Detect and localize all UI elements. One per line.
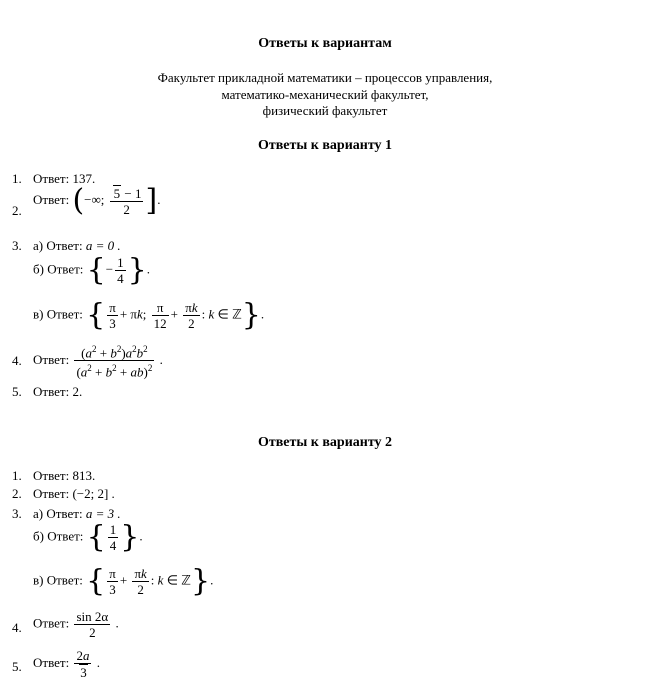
sub-label-a: а) xyxy=(33,238,44,253)
sub-label-b: б) xyxy=(33,261,44,277)
answer-label: Ответ: xyxy=(33,486,70,501)
answer-formula: Ответ: $\frac{(a^2 + b^2)a^2b^2}{(a^2 + b^2 + ab)^2}$ . xyxy=(33,344,163,380)
answer-number: 5. xyxy=(12,659,22,674)
answer-label: Ответ: xyxy=(46,572,83,588)
sub-label-b: б) xyxy=(33,528,44,544)
answer-number: 4. xyxy=(12,620,22,635)
variant1-heading: Ответы к варианту 1 xyxy=(257,138,393,153)
answer-label: Ответ: xyxy=(33,171,70,186)
answer-value: (−2; 2] . xyxy=(72,486,115,501)
answer-label: Ответ: xyxy=(33,384,70,399)
answer-value: 137. xyxy=(72,171,96,186)
answer-number: 5. xyxy=(12,384,22,399)
answer-number: 1. xyxy=(12,171,22,186)
answer-label: Ответ: xyxy=(47,528,84,544)
answer-label: Ответ: xyxy=(33,615,70,631)
variant2-heading: Ответы к варианту 2 xyxy=(257,435,393,450)
answer-label: Ответ: xyxy=(33,468,70,483)
answer-formula: б) Ответ: { $\frac{1}{4}$ }. xyxy=(33,519,143,555)
answer-formula: Ответ: $\frac{\sin 2\alpha}{2}$ . xyxy=(33,609,119,640)
answer-number: 2. xyxy=(12,486,22,501)
answer-number: 1. xyxy=(12,468,22,483)
answer-number: 3. xyxy=(12,506,22,521)
answer-label: Ответ: xyxy=(33,191,70,207)
answer-formula: в) Ответ: { $\frac{\pi}{3}$ + $\frac{\pi k}{2}$ : k ∈ ℤ}. xyxy=(33,563,214,599)
page-title: Ответы к вариантам xyxy=(258,36,392,51)
answer-formula: в) Ответ: { $\frac{\pi}{3}$ + πk; $\frac{\pi}{12}$ + $\frac{\pi k}{2}$ : k ∈ ℤ}. xyxy=(33,297,265,333)
answer-formula: б) Ответ: {− $\frac{1}{4}$ }. xyxy=(33,252,150,288)
answer-value: 2. xyxy=(72,384,83,399)
answer-formula: Ответ: (−∞; $\frac{5 - 1}{2}$ ]. xyxy=(33,183,161,218)
subtitle-line-2: математико-механический факультет, xyxy=(221,87,429,102)
answer-label: Ответ: xyxy=(46,238,83,253)
answer-label: Ответ: xyxy=(47,261,84,277)
answer-value: 813. xyxy=(72,468,96,483)
sub-label-c: в) xyxy=(33,306,44,322)
answer-label: Ответ: xyxy=(46,506,83,521)
answer-label: Ответ: xyxy=(33,351,70,367)
subtitle-line-1: Факультет прикладной математики – процессов управления, xyxy=(157,70,493,85)
sub-label-c: в) xyxy=(33,572,44,588)
answer-label: Ответ: xyxy=(33,654,70,670)
answer-formula: Ответ: $\frac{2a}{3}$ . xyxy=(33,648,100,680)
subtitle-line-3: физический факультет xyxy=(262,103,388,118)
answer-label: Ответ: xyxy=(46,306,83,322)
answer-number: 3. xyxy=(12,238,22,253)
answer-number: 2. xyxy=(12,203,22,218)
answer-value: a = 3 . xyxy=(85,506,121,521)
sub-label-a: а) xyxy=(33,506,44,521)
answer-number: 4. xyxy=(12,353,22,368)
answer-value: a = 0 . xyxy=(85,238,121,253)
